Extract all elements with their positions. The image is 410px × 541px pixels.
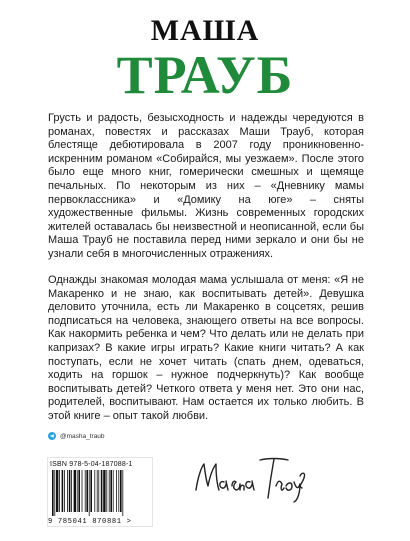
- barcode-bars: [52, 470, 146, 516]
- isbn-text: ISBN 978-5-04-187088-1: [50, 461, 133, 468]
- telegram-icon: [48, 432, 56, 440]
- author-signature: [188, 446, 308, 506]
- barcode-bar: [69, 470, 71, 512]
- barcode-bar: [52, 470, 54, 516]
- barcode-bar: [74, 470, 76, 512]
- barcode-bar: [98, 470, 99, 512]
- author-first-name: МАША: [150, 14, 260, 47]
- barcode-bar: [97, 470, 98, 512]
- barcode-bar: [113, 470, 114, 512]
- annotation-paragraph-1: Грусть и радость, безысходность и надежды чередуются в романах, повестях и рассказах Маши Трауб, которая блестяще дебютировала в 2007 году проникновенно-искренним романом «Собирайся, мы уезжаем». После этого было еще много книг, гомерически смешных и щемяще печальных. По некоторым из них – «Дневнику мамы первоклассника» и «Домику на юге» – сняты художественные фильмы. Жизнь современных городских жителей оставалась бы неизвестной и неописанной, если бы Маша Трауб не поставила перед ними зеркало и они бы не узнали себя в многочисленных отражениях.: [48, 112, 364, 260]
- barcode-bar: [71, 470, 72, 512]
- barcode-bar: [85, 470, 86, 512]
- barcode-bar: [94, 470, 95, 512]
- barcode-bar: [109, 470, 110, 512]
- barcode-bar: [54, 470, 55, 516]
- barcode-bar: [67, 470, 68, 512]
- barcode-bar: [120, 470, 122, 512]
- barcode-bar: [116, 470, 117, 512]
- barcode-bar: [77, 470, 78, 512]
- barcode-bar: [62, 470, 64, 512]
- barcode-bar: [90, 470, 92, 512]
- barcode-bar: [110, 470, 112, 512]
- barcode-bar: [86, 470, 88, 512]
- barcode-bar: [78, 470, 80, 512]
- barcode-bar: [106, 470, 107, 512]
- barcode-bar: [59, 470, 60, 512]
- barcode-bar: [82, 470, 83, 512]
- barcode-bar: [89, 470, 90, 516]
- author-last-name: ТРАУБ: [116, 45, 294, 105]
- barcode-bar: [56, 470, 58, 512]
- barcode-bar: [101, 470, 103, 512]
- barcode-bar: [64, 470, 65, 512]
- social-handle: [48, 432, 105, 440]
- barcode-bar: [103, 470, 105, 512]
- barcode-bar: [122, 470, 123, 516]
- annotation-paragraph-2: Однажды знакомая молодая мама услышала от меня: «Я не Макаренко и не знаю, как воспитывать детей». Девушка деловито уточнила, есть ли Макаренко в соцсетях, решив подписаться на человека, знающего ответы на все вопросы. Как накормить ребенка и чем? Что делать или не делать при капризах? В какие игры играть? Какие книги читать? А как поступать, если не хочет читать (спать днем, одеваться, ходить на горшок – нужное подчеркнуть)? Как вообще воспитывать детей? Четкого ответа у меня нет. Это они нас, родителей, воспитывают. Нам остается их только любить. В этой книге – опыт такой любви.: [48, 274, 364, 422]
- barcode-digits: 9 785041 870881 >: [48, 518, 132, 526]
- barcode-bar: [118, 470, 119, 512]
- social-handle-text: @masha_traub: [60, 432, 105, 440]
